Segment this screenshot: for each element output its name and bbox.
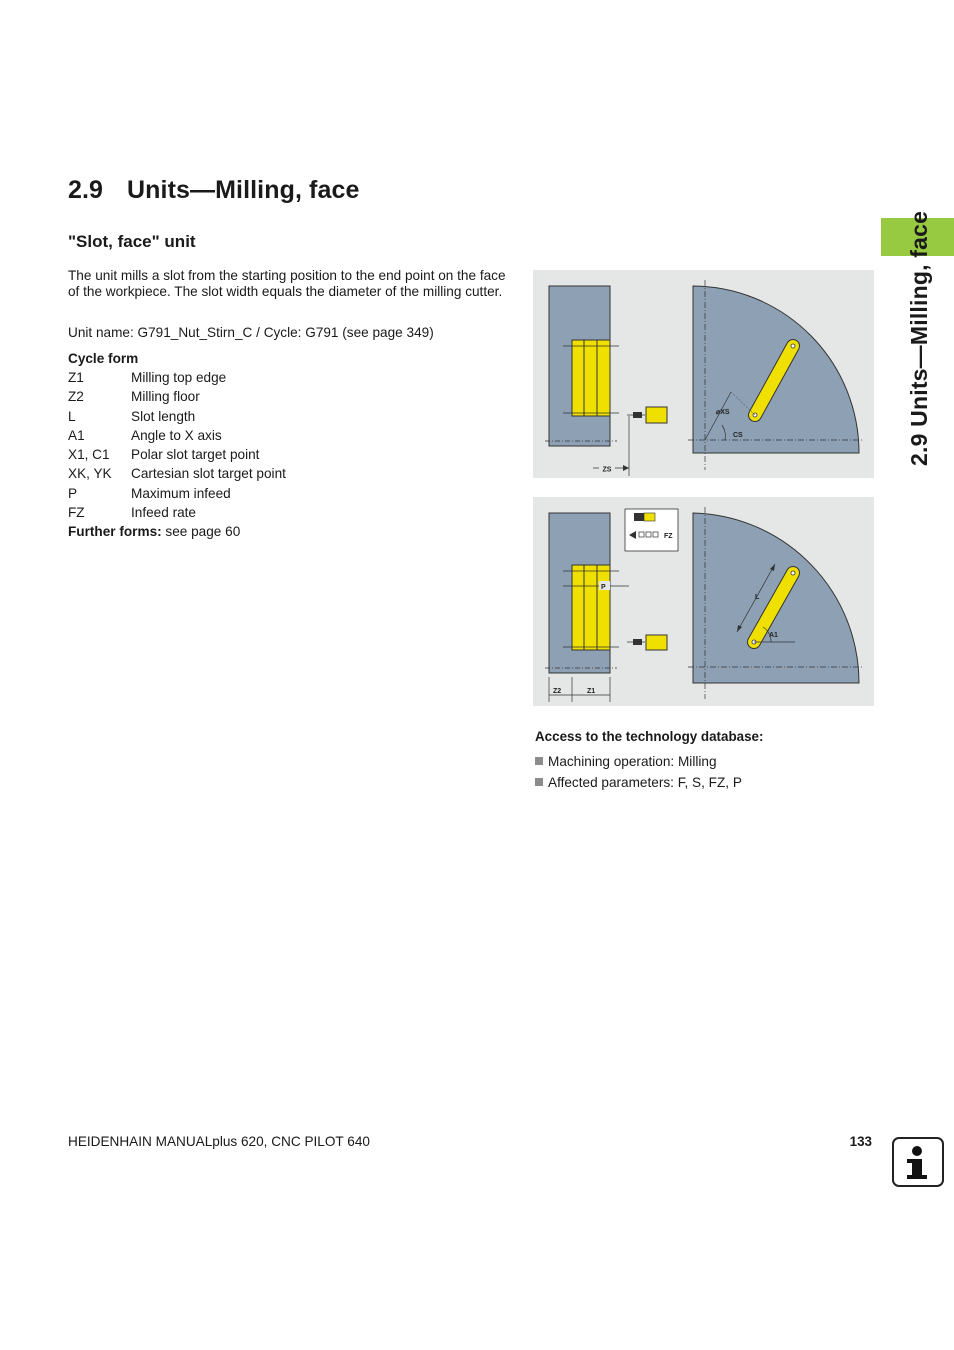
further-forms-label: Further forms: [68, 524, 162, 539]
parameter-description: Polar slot target point [131, 447, 260, 462]
cs-label: CS [733, 432, 743, 439]
bullet-square-icon [535, 757, 543, 765]
parameter-code: FZ [68, 505, 85, 520]
parameter-description: Milling floor [131, 389, 200, 404]
tool-start-position [646, 407, 667, 423]
parameter-code: A1 [68, 428, 85, 443]
section-title-text: Units—Milling, face [127, 176, 360, 204]
parameter-description: Cartesian slot target point [131, 466, 286, 481]
further-forms-link[interactable]: see page 60 [161, 524, 241, 539]
info-icon [892, 1137, 944, 1187]
parameter-row [68, 389, 200, 405]
slot-face-figure-start [533, 270, 874, 478]
footer-text: HEIDENHAIN MANUALplus 620, CNC PILOT 640 [68, 1134, 370, 1149]
unit-name: Unit name: G791_Nut_Stirn_C / Cycle: G791 (see page 349) [68, 325, 434, 340]
subsection-title: "Slot, face" unit [68, 232, 196, 251]
bullet-item [535, 775, 742, 790]
parameter-row [68, 466, 286, 482]
section-number: 2.9 [68, 176, 104, 204]
bullet-text: Machining operation: Milling [548, 754, 717, 769]
cycle-form-title: Cycle form [68, 351, 139, 366]
parameter-row [68, 428, 222, 444]
parameter-description: Infeed rate [131, 505, 196, 520]
parameter-row [68, 505, 196, 521]
parameter-row [68, 370, 226, 386]
parameter-description: Slot length [131, 409, 196, 424]
figure-1-drawing [533, 270, 874, 478]
parameter-row [68, 447, 259, 463]
z1-label: Z1 [587, 688, 596, 695]
parameter-code: XK, YK [68, 466, 112, 481]
parameter-code: Z2 [68, 389, 84, 404]
bullet-text: Affected parameters: F, S, FZ, P [548, 775, 742, 790]
parameter-code: Z1 [68, 370, 84, 385]
parameter-code: X1, C1 [68, 447, 110, 462]
parameter-code: P [68, 486, 78, 501]
further-forms [68, 524, 240, 539]
figure-2-drawing [533, 497, 874, 706]
z2-label: Z2 [553, 688, 562, 695]
intro-paragraph: The unit mills a slot from the starting position to the end point on the face of the workpiece. The slot width equals the diameter of the milling cutter. [68, 268, 506, 300]
parameter-code: L [68, 409, 76, 424]
parameter-description: Maximum infeed [131, 486, 231, 501]
slot-face-figure-parameters [533, 497, 874, 706]
parameter-row [68, 486, 231, 502]
zs-label: ZS [602, 466, 612, 474]
xs-label: ⌀XS [716, 409, 730, 416]
tool-position [646, 635, 667, 650]
a1-label: A1 [769, 632, 778, 639]
bullet-square-icon [535, 778, 543, 786]
bullet-item [535, 754, 717, 769]
section-title [68, 176, 359, 205]
chapter-side-title: 2.9 Units—Milling, face [906, 210, 932, 466]
technology-database-title: Access to the technology database: [535, 729, 764, 744]
milling-tool-flutes [572, 340, 610, 416]
p-label: P [601, 584, 606, 591]
fz-label: FZ [664, 533, 673, 540]
parameter-row [68, 409, 195, 425]
l-label: L [755, 594, 760, 601]
page-number: 133 [849, 1134, 872, 1149]
milling-tool-flutes [572, 565, 610, 650]
parameter-description: Milling top edge [131, 370, 227, 385]
parameter-description: Angle to X axis [131, 428, 222, 443]
